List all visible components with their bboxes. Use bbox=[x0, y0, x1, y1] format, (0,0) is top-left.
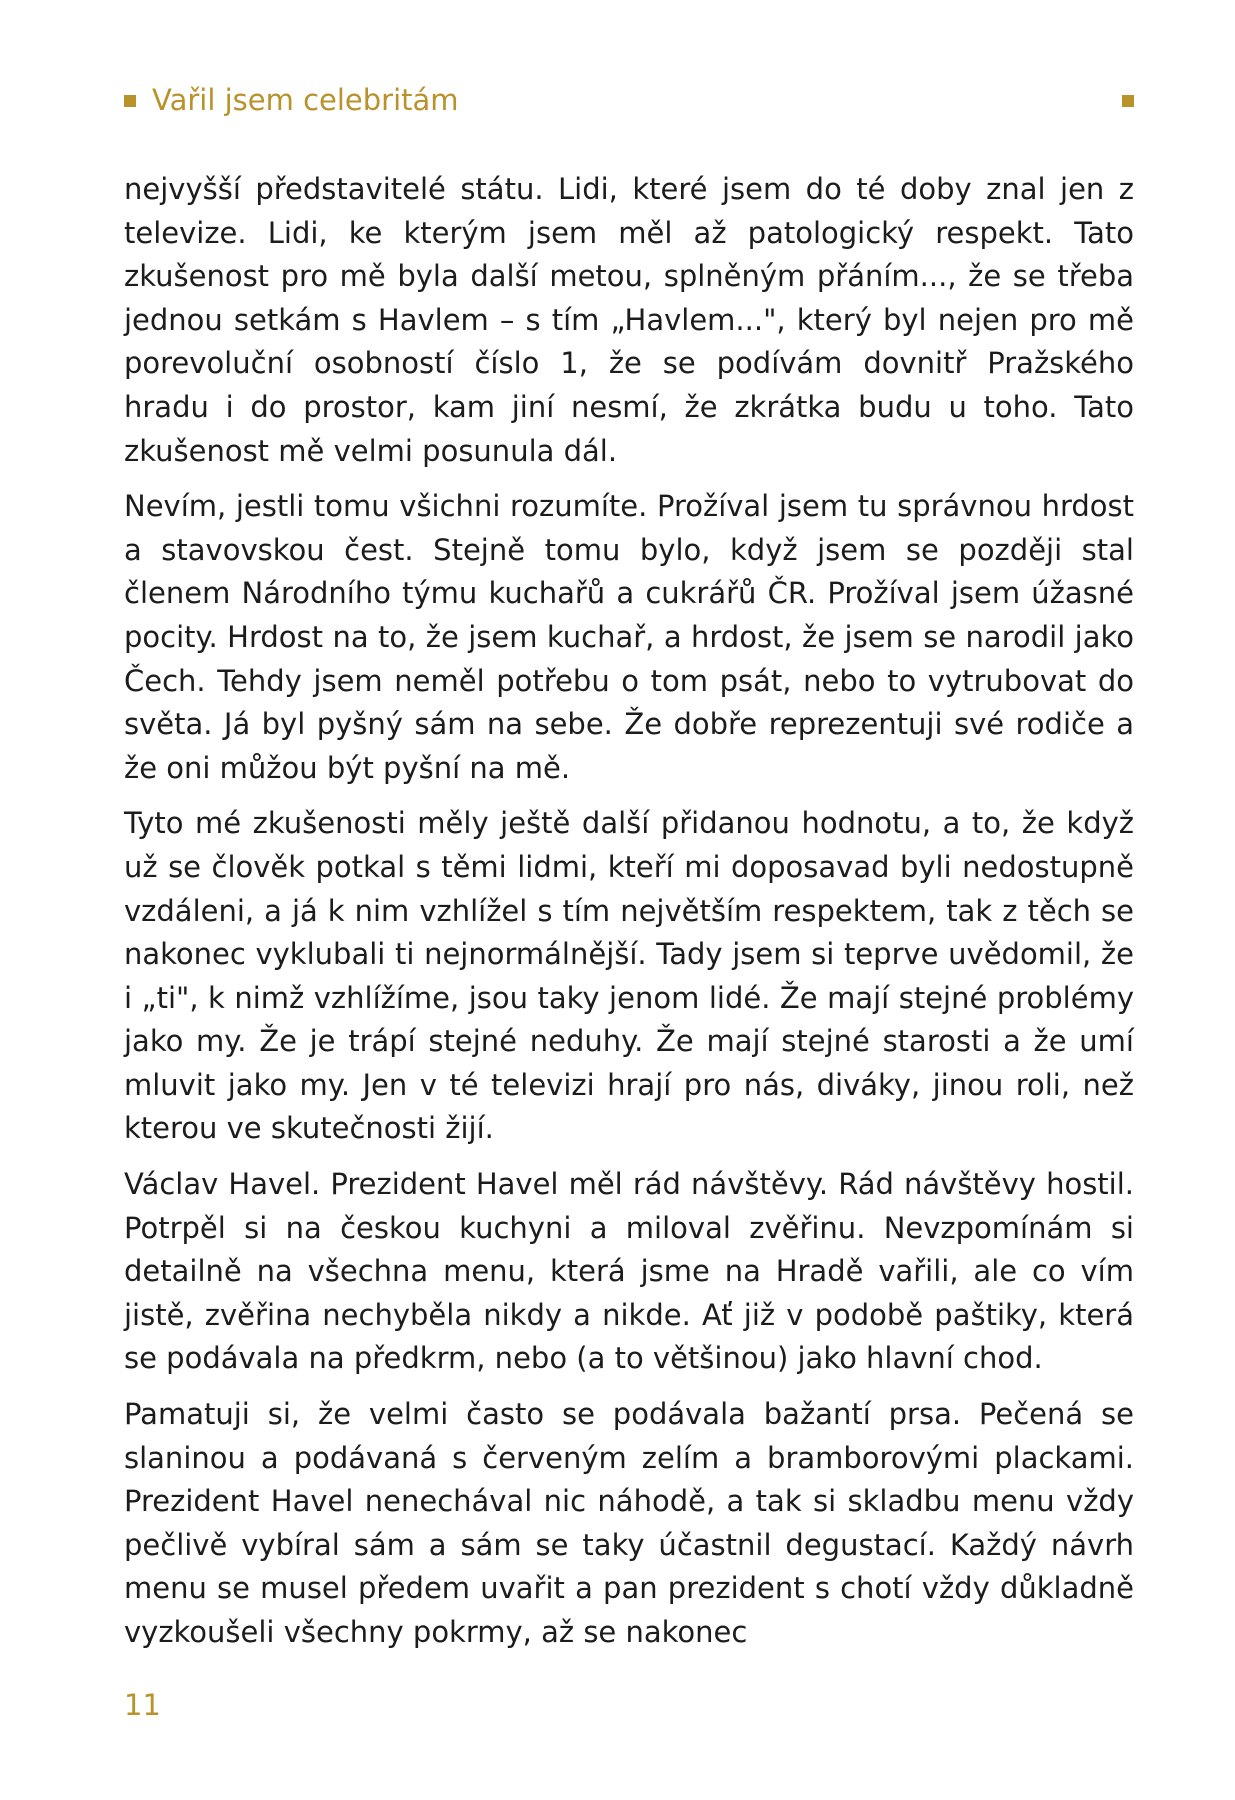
paragraph: nejvyšší představitelé státu. Lidi, které jsem do té doby znal jen z televize. Lidi, ke kterým jsem měl až patologický respekt. Tato zkušenost pro mě byla další metou, splněným přáním..., že se třeba jednou setkám s Havlem – s tím „Havlem...", který byl nejen pro mě porevoluční osobností číslo 1, že se podívám dovnitř Pražského hradu i do prostor, kam jiní nesmí, že zkrátka budu u toho. Tato zkušenost mě velmi posunula dál. bbox=[124, 172, 1134, 468]
paragraph: Václav Havel. Prezident Havel měl rád návštěvy. Rád návštěvy hostil. Potrpěl si na českou kuchyni a miloval zvěřinu. Nevzpomínám si detailně na všechna menu, která jsme na Hradě vařili, ale co vím jistě, zvěřina nechyběla nikdy a nikde. Ať již v podobě paštiky, která se podávala na předkrm, nebo (a to většinou) jako hlavní chod. bbox=[124, 1167, 1134, 1376]
body-text bbox=[124, 168, 1134, 1667]
page-number: 11 bbox=[124, 1688, 161, 1722]
running-header bbox=[124, 80, 1134, 120]
paragraph: Pamatuji si, že velmi často se podávala bažantí prsa. Pečená se slaninou a podávaná s červeným zelím a bramborovými plackami. Prezident Havel nenechával nic náhodě, a tak si skladbu menu vždy pečlivě vybíral sám a sám se taky účastnil degustací. Každý návrh menu se musel předem uvařit a pan prezident s chotí vždy důkladně vyzkoušeli všechny pokrmy, až se nakonec bbox=[124, 1397, 1134, 1649]
paragraph: Nevím, jestli tomu všichni rozumíte. Prožíval jsem tu správnou hrdost a stavovskou čest. Stejně tomu bylo, když jsem se později stal členem Národního týmu kuchařů a cukrářů ČR. Prožíval jsem úžasné pocity. Hrdost na to, že jsem kuchař, a hrdost, že jsem se narodil jako Čech. Tehdy jsem neměl potřebu o tom psát, nebo to vytrubovat do světa. Já byl pyšný sám na sebe. Že dobře reprezentuji své rodiče a že oni můžou být pyšní na mě. bbox=[124, 489, 1134, 785]
paragraph: Tyto mé zkušenosti měly ještě další přidanou hodnotu, a to, že když už se člověk potkal s těmi lidmi, kteří mi doposavad byli nedostupně vzdáleni, a já k nim vzhlížel s tím největším respektem, tak z těch se nakonec vyklubali ti nejnormálnější. Tady jsem si teprve uvědomil, že i „ti", k nimž vzhlížíme, jsou taky jenom lidé. Že mají stejné problémy jako my. Že je trápí stejné neduhy. Že mají stejné starosti a že umí mluvit jako my. Jen v té televizi hrají pro nás, diváky, jinou roli, než kterou ve skutečnosti žijí. bbox=[124, 806, 1134, 1146]
header-left-square-icon bbox=[124, 95, 136, 107]
running-header-title: Vařil jsem celebritám bbox=[152, 83, 459, 117]
header-right-square-icon bbox=[1122, 95, 1134, 107]
